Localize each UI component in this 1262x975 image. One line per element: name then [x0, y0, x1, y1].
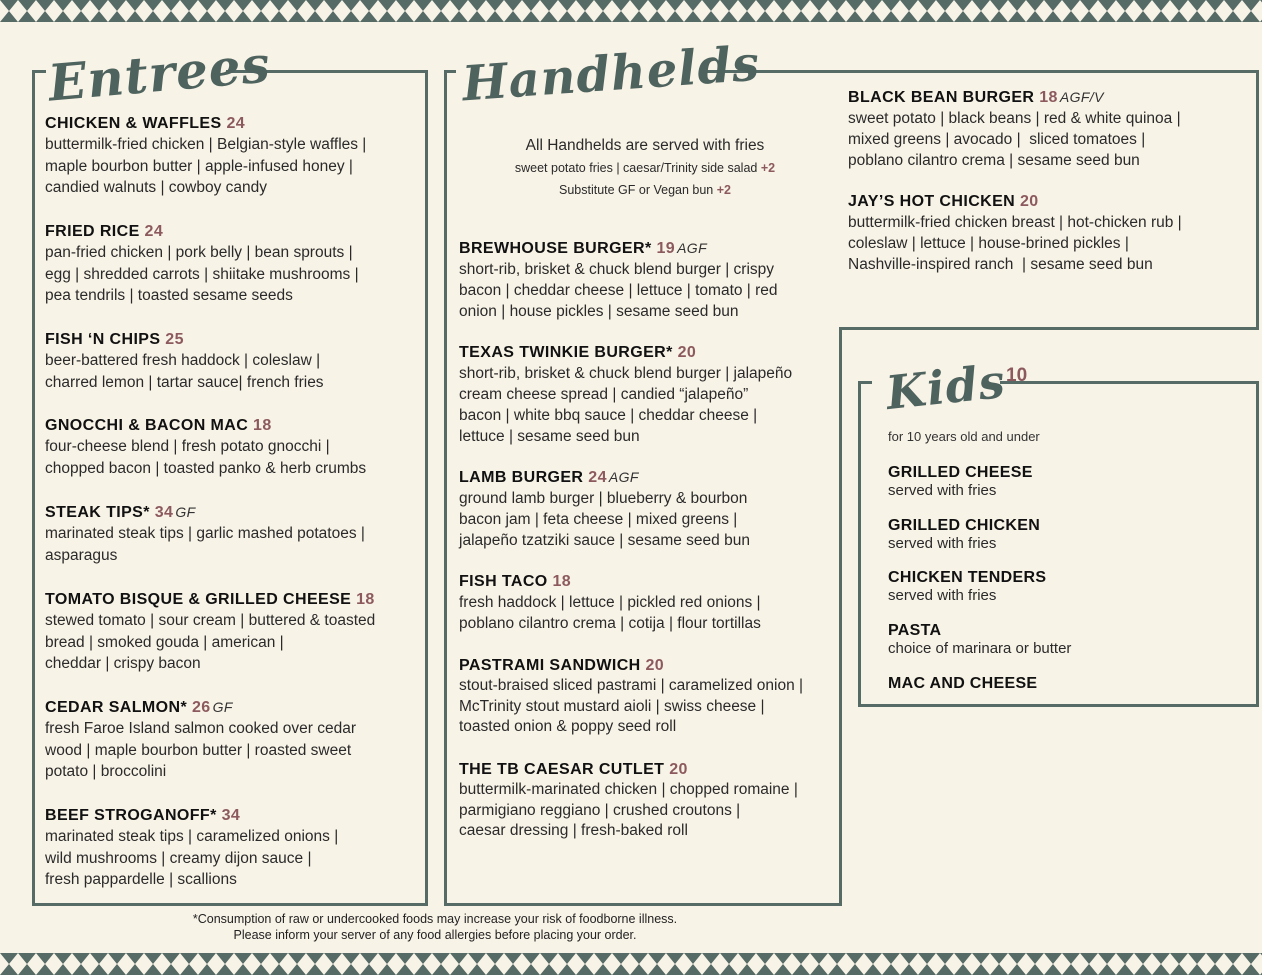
- entree-price: 34: [154, 504, 174, 521]
- handheld-price: 19: [656, 240, 676, 257]
- entree-name-row: [45, 805, 338, 826]
- handheld-name: LAMB BURGER: [459, 469, 584, 486]
- handheld-price: 24: [588, 469, 607, 486]
- kids-title: Kids: [883, 353, 1009, 421]
- entree-item: [45, 113, 366, 199]
- bottom-zigzag-border: [0, 953, 1262, 975]
- handheld-item: [459, 467, 750, 551]
- entree-item: [45, 221, 359, 307]
- entree-desc: four-cheese blend | fresh potato gnocchi | chopped bacon | toasted panko & herb crumbs: [45, 438, 367, 477]
- entree-tag: GF: [175, 504, 196, 520]
- handheld-item: [459, 238, 778, 322]
- handhelds-intro: [460, 135, 830, 201]
- entree-desc: fresh Faroe Island salmon cooked over cedar wood | maple bourbon butter | roasted sweet potato | broccolini: [45, 720, 357, 780]
- handheld-item: [459, 655, 803, 738]
- handhelds-intro-line3-price: +2: [716, 183, 732, 197]
- handhelds-intro-line2-price: +2: [760, 161, 776, 175]
- entree-name-row: [45, 697, 356, 718]
- entree-desc: marinated steak tips | caramelized onions | wild mushrooms | creamy dijon sauce | fresh pappardelle | scallions: [45, 828, 339, 888]
- handhelds-intro-line3: [460, 179, 830, 201]
- handheld-tag: AGF: [677, 240, 708, 256]
- kids-item-name: MAC AND CHEESE: [888, 675, 1038, 692]
- entree-tag: GF: [212, 699, 233, 715]
- kids-item: [888, 464, 1033, 500]
- entree-name: GNOCCHI & BACON MAC: [45, 417, 249, 434]
- footer-disclaimer: [0, 911, 870, 943]
- handheld-desc: buttermilk-marinated chicken | chopped romaine | parmigiano reggiano | crushed croutons | caesar dressing | fresh-baked roll: [459, 781, 798, 839]
- entree-price: 24: [226, 115, 246, 132]
- handheld-price: 20: [677, 344, 697, 361]
- entree-item: [45, 697, 356, 783]
- handheld-name-row: [848, 191, 1182, 212]
- entree-item: [45, 415, 366, 479]
- kids-subtitle: for 10 years old and under: [888, 429, 1040, 444]
- kids-item: [888, 569, 1046, 605]
- handhelds-title: Handhelds: [460, 35, 762, 113]
- handheld-desc: short-rib, brisket & chuck blend burger | crispy bacon | cheddar cheese | lettuce | tomato | red onion | house pickles | sesame seed bun: [459, 261, 778, 320]
- handheld-price: 20: [1020, 193, 1039, 210]
- kids-item: [888, 517, 1040, 553]
- entree-name: STEAK TIPS*: [45, 504, 150, 521]
- handheld-desc: ground lamb burger | blueberry & bourbon bacon jam | feta cheese | mixed greens | jalapeño tzatziki sauce | sesame seed bun: [459, 490, 750, 549]
- entree-price: 18: [253, 417, 272, 434]
- handheld-tag: AGF/V: [1059, 89, 1104, 105]
- handheld-name: JAY’S HOT CHICKEN: [848, 193, 1016, 210]
- handheld-name-row: [459, 467, 750, 488]
- footer-line2: Please inform your server of any food allergies before placing your order.: [233, 928, 637, 942]
- handhelds-intro-line3-text: Substitute GF or Vegan bun: [558, 183, 714, 197]
- entree-desc: marinated steak tips | garlic mashed potatoes | asparagus: [45, 525, 365, 564]
- kids-item: [888, 675, 1037, 693]
- handheld-name-row: [459, 571, 761, 592]
- handheld-desc: fresh haddock | lettuce | pickled red onions | poblano cilantro crema | cotija | flour tortillas: [459, 594, 761, 632]
- handheld-name-row: [459, 655, 803, 676]
- handheld-name-row: [459, 759, 798, 780]
- entree-desc: beer-battered fresh haddock | coleslaw | charred lemon | tartar sauce| french fries: [45, 352, 324, 391]
- entree-price: 25: [165, 331, 184, 348]
- footer-line1: *Consumption of raw or undercooked foods may increase your risk of foodborne illness.: [192, 912, 678, 926]
- entree-desc: stewed tomato | sour cream | buttered & toasted bread | smoked gouda | american | cheddar | crispy bacon: [45, 612, 376, 672]
- handheld-desc: sweet potato | black beans | red & white quinoa | mixed greens | avocado | sliced tomatoes | poblano cilantro crema | sesame seed bun: [848, 110, 1181, 169]
- entrees-title: Entrees: [45, 34, 273, 113]
- handheld-item: [459, 759, 798, 842]
- handheld-item: [459, 571, 761, 634]
- entree-item: [45, 805, 338, 891]
- handheld-item: [848, 87, 1181, 171]
- handheld-desc: stout-braised sliced pastrami | caramelized onion | McTrinity stout mustard aioli | swiss cheese | toasted onion & poppy seed roll: [459, 677, 804, 735]
- handheld-price: 20: [645, 657, 665, 674]
- handheld-name-row: [459, 342, 792, 363]
- kids-item-name: GRILLED CHICKEN: [888, 517, 1041, 534]
- entree-name-row: [45, 221, 359, 242]
- entree-name: FISH ‘N CHIPS: [45, 331, 161, 348]
- handheld-price: 18: [1039, 89, 1058, 106]
- kids-price: 10: [1006, 365, 1028, 386]
- entree-name: FRIED RICE: [45, 223, 140, 240]
- entree-item: [45, 589, 375, 675]
- entree-price: 26: [191, 699, 211, 716]
- handhelds-intro-line1: All Handhelds are served with fries: [525, 137, 765, 154]
- kids-item-desc: served with fries: [888, 535, 997, 552]
- entree-name-row: [45, 589, 375, 610]
- handheld-tag: AGF: [608, 469, 639, 485]
- entree-desc: buttermilk-fried chicken | Belgian-style waffles | maple bourbon butter | apple-infused honey | candied walnuts | cowboy candy: [45, 136, 367, 196]
- top-zigzag-border: [0, 0, 1262, 22]
- entree-price: 34: [221, 807, 241, 824]
- handheld-desc: short-rib, brisket & chuck blend burger | jalapeño cream cheese spread | candied “jalapeño” bacon | white bbq sauce | cheddar cheese | lettuce | sesame seed bun: [459, 365, 793, 445]
- entree-name-row: [45, 329, 324, 350]
- entree-item: [45, 329, 324, 393]
- entree-name: CHICKEN & WAFFLES: [45, 115, 222, 132]
- entree-name-row: [45, 415, 366, 436]
- handheld-price: 18: [552, 573, 572, 590]
- kids-item: [888, 622, 1071, 658]
- handheld-name-row: [848, 87, 1181, 108]
- kids-item-name: PASTA: [888, 622, 942, 639]
- kids-item-name: GRILLED CHEESE: [888, 464, 1033, 481]
- entree-name: CEDAR SALMON*: [45, 699, 188, 716]
- entree-desc: pan-fried chicken | pork belly | bean sprouts | egg | shredded carrots | shiitake mushrooms | pea tendrils | toasted sesame seeds: [45, 244, 359, 304]
- handheld-item: [459, 342, 792, 447]
- kids-item-desc: choice of marinara or butter: [888, 640, 1072, 657]
- handheld-price: 20: [669, 761, 688, 778]
- handheld-name: BREWHOUSE BURGER*: [459, 240, 652, 257]
- entree-price: 24: [144, 223, 164, 240]
- entree-name: BEEF STROGANOFF*: [45, 807, 217, 824]
- kids-item-desc: served with fries: [888, 482, 997, 499]
- handheld-name: BLACK BEAN BURGER: [848, 89, 1035, 106]
- handheld-item: [848, 191, 1182, 275]
- entree-name: TOMATO BISQUE & GRILLED CHEESE: [45, 591, 352, 608]
- handheld-desc: buttermilk-fried chicken breast | hot-chicken rub | coleslaw | lettuce | house-brined pickles | Nashville-inspired ranch | sesame seed bun: [848, 214, 1182, 273]
- kids-item-desc: served with fries: [888, 587, 997, 604]
- handheld-name-row: [459, 238, 778, 259]
- handhelds-intro-line2-text: sweet potato fries | caesar/Trinity side salad: [514, 161, 758, 175]
- handheld-name: PASTRAMI SANDWICH: [459, 657, 641, 674]
- handheld-name: THE TB CAESAR CUTLET: [459, 761, 665, 778]
- kids-item-name: CHICKEN TENDERS: [888, 569, 1047, 586]
- entree-name-row: [45, 502, 365, 523]
- handheld-name: FISH TACO: [459, 573, 548, 590]
- entree-price: 18: [356, 591, 375, 608]
- entree-item: [45, 502, 365, 566]
- handhelds-intro-line2: [460, 157, 830, 179]
- handheld-name: TEXAS TWINKIE BURGER*: [459, 344, 673, 361]
- entree-name-row: [45, 113, 366, 134]
